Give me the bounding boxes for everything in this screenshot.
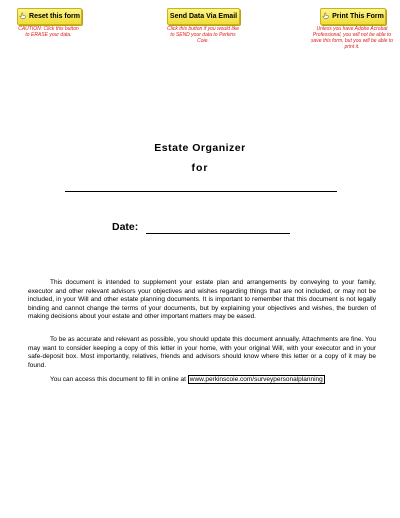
print-form-note: Unless you have Adobe Acrobat Professional, you will not be able to save this form, but you will be able to print it.: [311, 26, 393, 50]
send-email-label: Send Data Via Email: [169, 13, 238, 20]
reset-caution-note: CAUTION: Click this button to ERASE your data.: [18, 26, 79, 38]
intro-paragraph: This document is intended to supplement your estate plan and arrangements by conveying to your family, executor and other relevant advisors your objectives and wishes regarding things that are not included, or may not be included, in your Will and other estate planning documents. It is important to remember that this document is not legally binding and cannot change the terms of your documents, but by explaining your objectives and wishes, the burden of making decisions about your estate and other important matters may be eased.: [28, 279, 376, 320]
send-email-note: Click this button if you would like to SEND your data to Perkins Coie.: [167, 26, 239, 44]
print-form-button[interactable]: [320, 8, 386, 25]
online-access-text: You can access this document to fill in online at: [50, 376, 186, 383]
date-label: Date:: [112, 221, 139, 233]
update-paragraph: To be as accurate and relevant as possible, you should update this document annually. Attachments are fine. You may want to consider keeping a copy of this letter in your home, with your original Will, with your executor and in your safe-deposit box. Most importantly, relatives, friends and advisors should know where this letter or a copy of it may be found.: [28, 336, 376, 369]
print-form-label: Print This Form: [332, 13, 384, 20]
reset-form-button[interactable]: [17, 8, 82, 25]
survey-link[interactable]: www.perkinscoie.com/surveypersonalplanning: [189, 376, 323, 383]
document-title: Estate Organizer: [154, 142, 246, 154]
for-label: for: [191, 162, 209, 174]
pointing-hand-icon: [322, 12, 329, 19]
send-email-button[interactable]: [167, 8, 240, 25]
reset-form-label: Reset this form: [29, 13, 80, 20]
name-field-line[interactable]: [65, 191, 337, 192]
pointing-hand-icon: [19, 12, 26, 19]
date-field-line[interactable]: [146, 233, 290, 234]
online-access-paragraph: [28, 376, 376, 385]
